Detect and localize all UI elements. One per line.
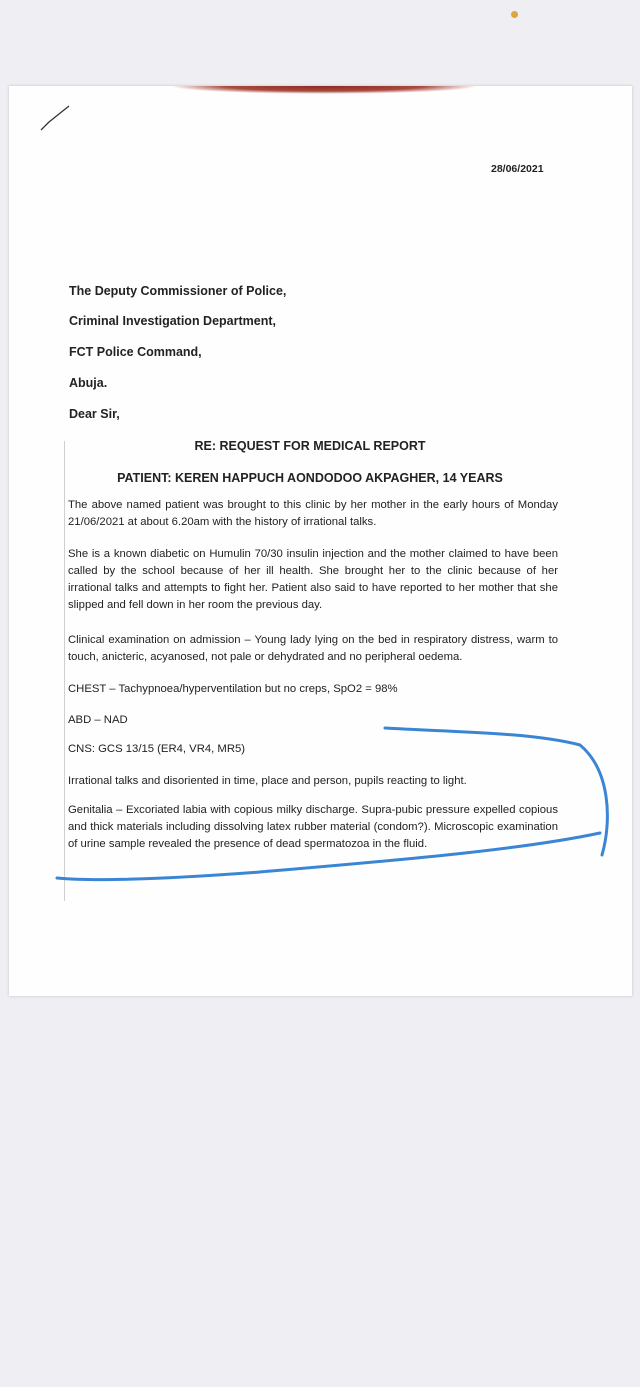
paper-top-shadow xyxy=(169,86,479,94)
address-line-1: The Deputy Commissioner of Police, xyxy=(69,284,287,298)
patient-line: PATIENT: KEREN HAPPUCH AONDODOO AKPAGHER, 14 YEARS xyxy=(117,471,503,485)
paragraph-abd: ABD – NAD xyxy=(68,714,128,726)
salutation: Dear Sir, xyxy=(69,407,120,421)
paragraph-genitalia: Genitalia – Excoriated labia with copious milky discharge. Supra-pubic pressure expelled copious and thick materials including dissolving latex rubber material (condom?). Microscopic examination of urine sample revealed the presence of dead spermatozoa in the fluid. xyxy=(68,804,558,850)
paragraph-orientation: Irrational talks and disoriented in time, place and person, pupils reacting to light. xyxy=(68,775,467,787)
letter-date: 28/06/2021 xyxy=(491,163,544,175)
paragraph-2: She is a known diabetic on Humulin 70/30 insulin injection and the mother claimed to have been called by the school because of her ill health. She brought her to the clinic because of her irrational talks and attempts to fight her. Patient also said to have reported to her mother that she slipped and fell down in her room the previous day. xyxy=(68,548,558,611)
subject-line: RE: REQUEST FOR MEDICAL REPORT xyxy=(194,439,426,453)
paragraph-cns: CNS: GCS 13/15 (ER4, VR4, MR5) xyxy=(68,743,246,755)
paragraph-3: Clinical examination on admission – Young lady lying on the bed in respiratory distress, warm to touch, anicteric, acyanosed, not pale or dehydrated and no peripheral oedema. xyxy=(68,634,558,663)
pen-tick-mark-icon xyxy=(37,104,77,134)
margin-line xyxy=(64,441,65,901)
paragraph-chest: CHEST – Tachypnoea/hyperventilation but no creps, SpO2 = 98% xyxy=(68,683,398,695)
scanned-document-page xyxy=(9,86,632,996)
address-line-3: FCT Police Command, xyxy=(69,345,202,359)
status-dot xyxy=(511,11,518,18)
address-line-4: Abuja. xyxy=(69,376,108,390)
paragraph-1: The above named patient was brought to this clinic by her mother in the early hours of Monday 21/06/2021 at about 6.20am with the history of irrational talks. xyxy=(68,499,558,528)
address-line-2: Criminal Investigation Department, xyxy=(69,314,276,328)
